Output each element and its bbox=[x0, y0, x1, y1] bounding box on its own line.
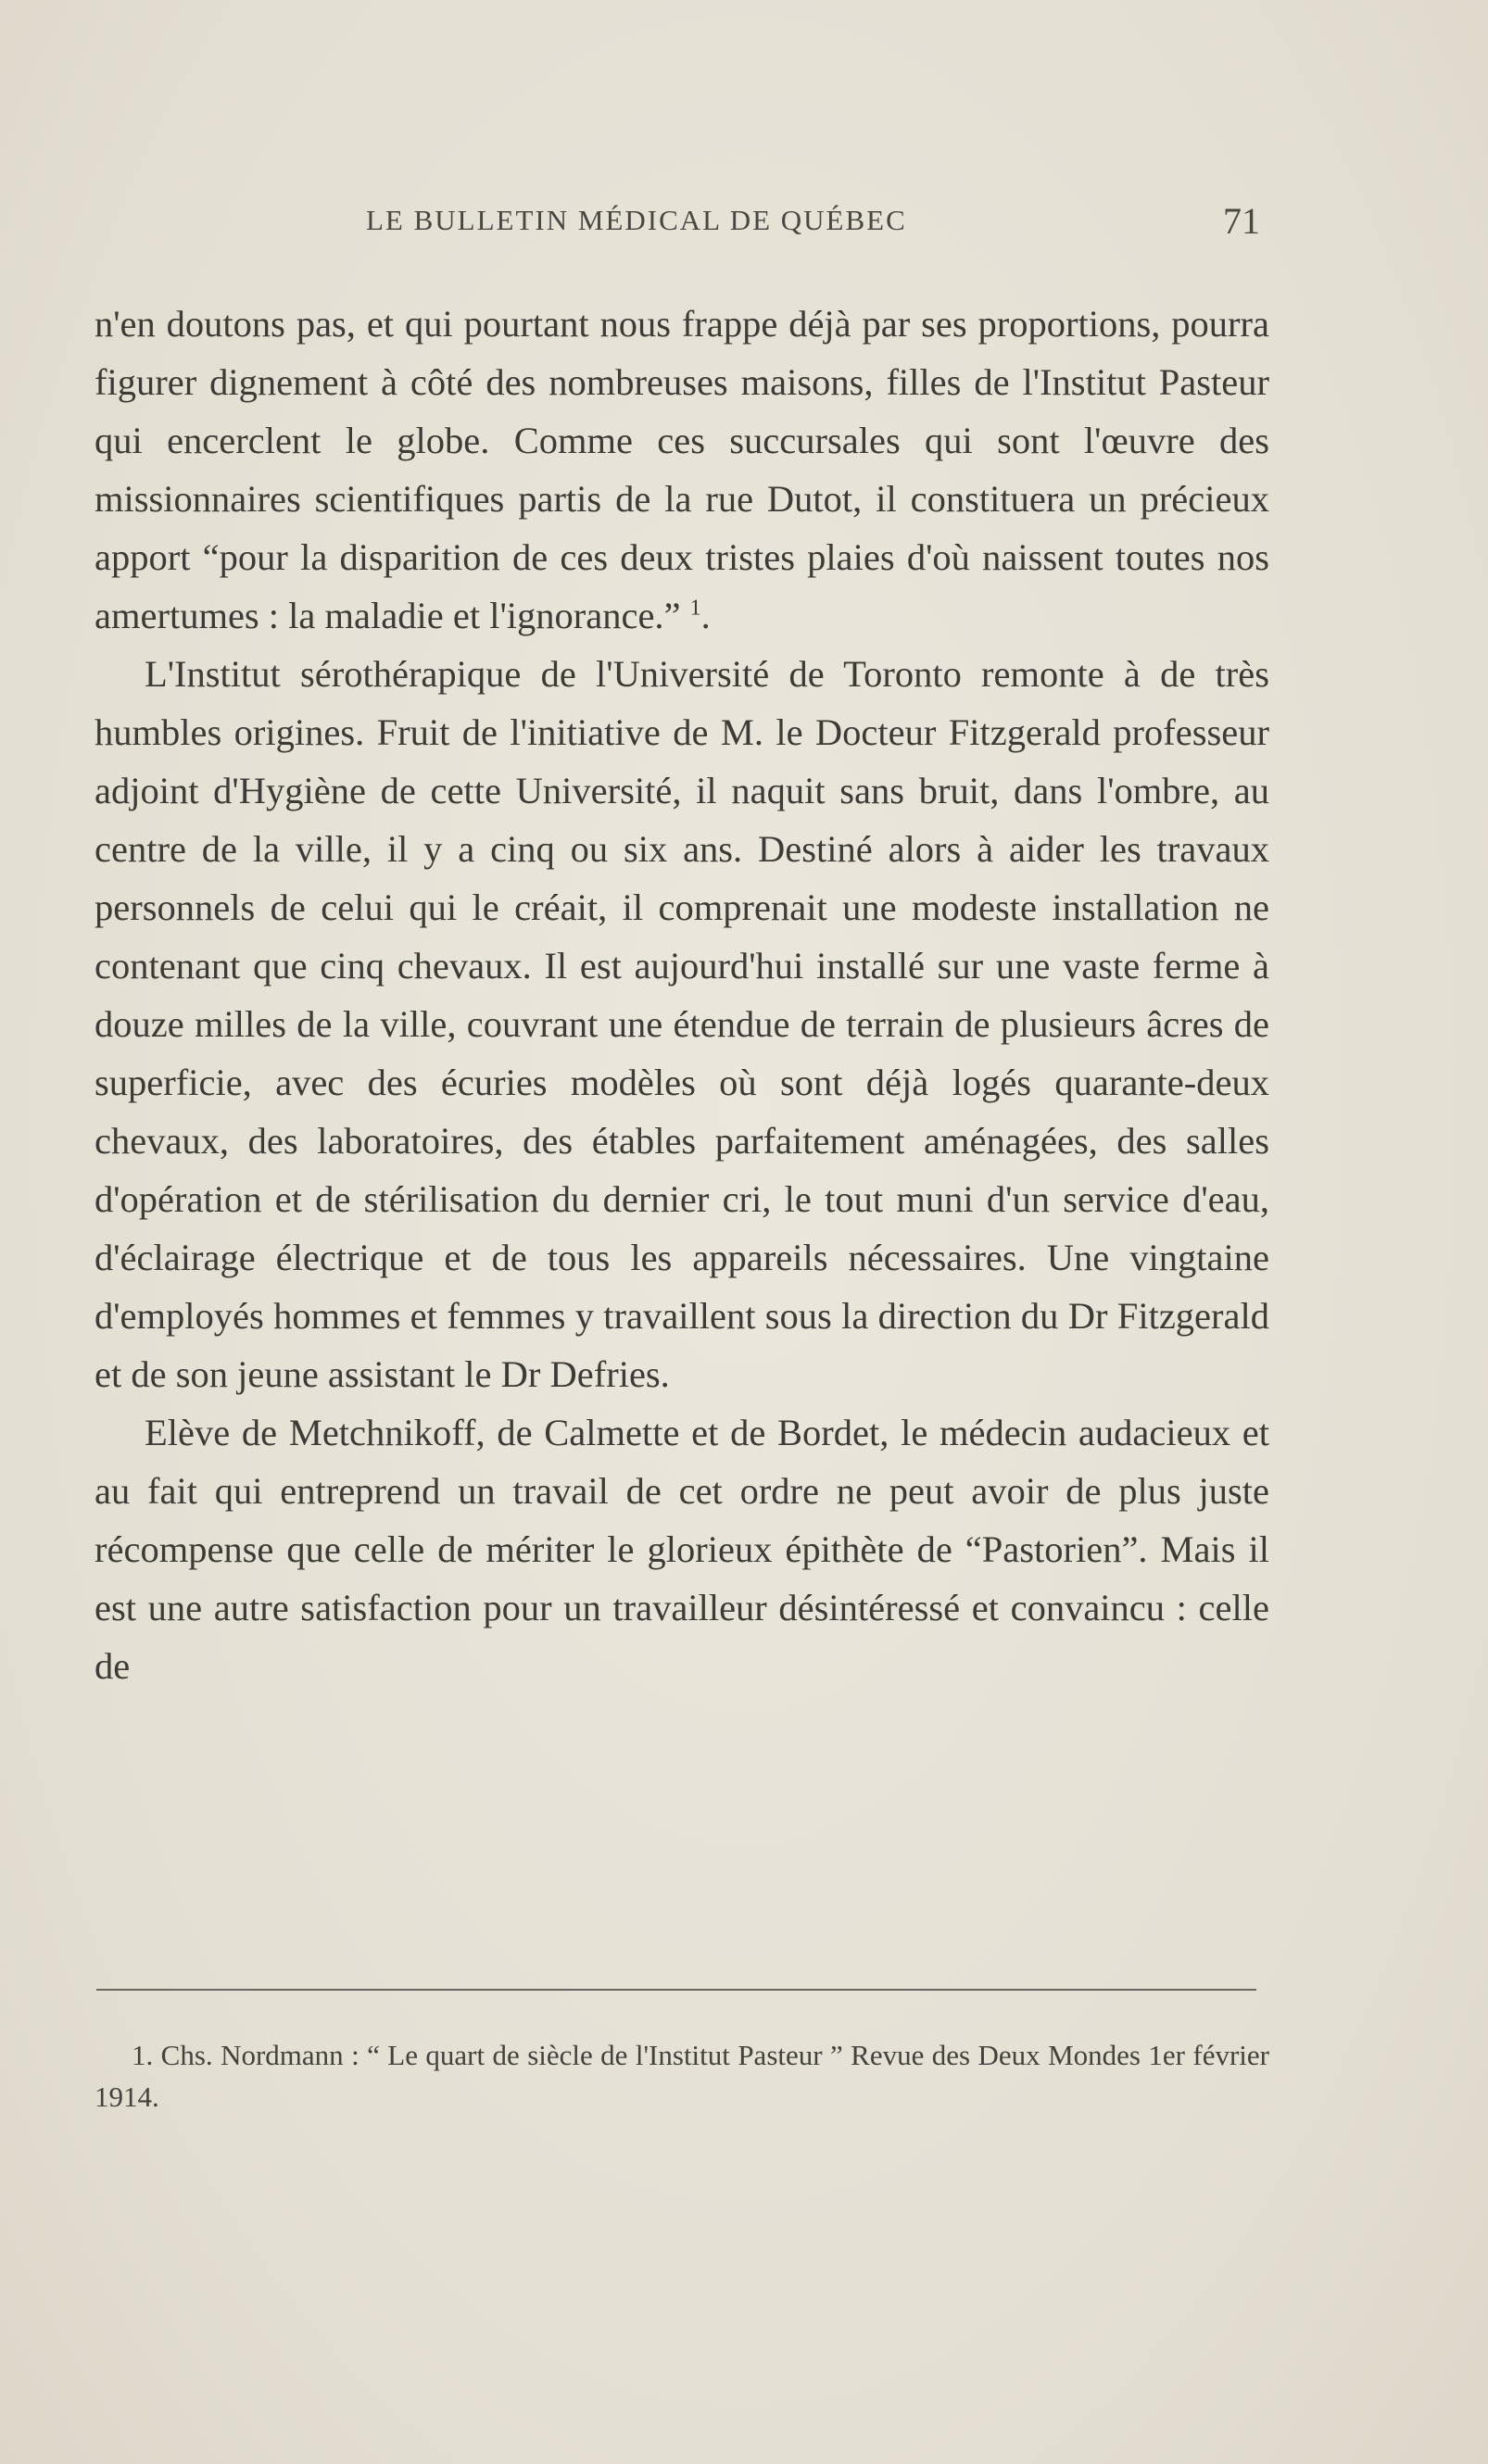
page-number: 71 bbox=[1223, 200, 1260, 242]
paragraph-2: L'Institut sérothérapique de l'Université de Toronto remonte à de très humbles origines. Fruit de l'initiative de M. le Docteur Fitzgerald professeur adjoint d'Hygiène de cette Université, il naquit sans bruit, dans l'ombre, au centre de la ville, il y a cinq ou six ans. Destiné alors à aider les travaux personnels de celui qui le créait, il comprenait une modeste installation ne contenant que cinq chevaux. Il est aujourd'hui installé sur une vaste ferme à douze milles de la ville, couvrant une étendue de terrain de plusieurs âcres de superficie, avec des écuries modèles où sont déjà logés quarante-deux chevaux, des laboratoires, des étables parfaitement aménagées, des salles d'opération et de stérilisation du dernier cri, le tout muni d'un service d'eau, d'éclairage électrique et de tous les appareils nécessaires. Une vingtaine d'employés hommes et femmes y travaillent sous la direction du Dr Fitzgerald et de son jeune assistant le Dr Defries. bbox=[95, 653, 1269, 1395]
paragraph-1-text: n'en doutons pas, et qui pourtant nous frappe déjà par ses proportions, pourra figurer dignement à côté des nombreuses maisons, filles de l'Institut Pasteur qui encerclent le globe. Comme ces succursales qui sont l'œuvre des missionnaires scientifiques partis de la rue Dutot, il constituera un précieux apport “pour la disparition de ces deux tristes plaies d'où naissent toutes nos amertumes : la maladie et l'ignorance.” bbox=[95, 303, 1269, 636]
footnote-text: Chs. Nordmann : “ Le quart de siècle de l'Institut Pasteur ” Revue des Deux Mondes 1er février 1914. bbox=[95, 2039, 1269, 2113]
paragraph-3: Elève de Metchnikoff, de Calmette et de Bordet, le médecin audacieux et au fait qui entreprend un travail de cet ordre ne peut avoir de plus juste récompense que celle de mériter le glorieux épithète de “Pastorien”. Mais il est une autre satisfaction pour un travailleur désintéressé et convaincu : celle de bbox=[95, 1412, 1269, 1687]
running-title: LE BULLETIN MÉDICAL DE QUÉBEC bbox=[366, 204, 907, 236]
main-text bbox=[95, 295, 1269, 1695]
footnote-reference: 1 bbox=[689, 596, 701, 621]
footnote bbox=[95, 2034, 1269, 2118]
paragraph-1 bbox=[95, 295, 1269, 645]
footnote-number: 1. bbox=[132, 2039, 154, 2071]
footnote-divider bbox=[96, 1989, 1256, 1991]
paragraph-1-end: . bbox=[700, 595, 711, 636]
